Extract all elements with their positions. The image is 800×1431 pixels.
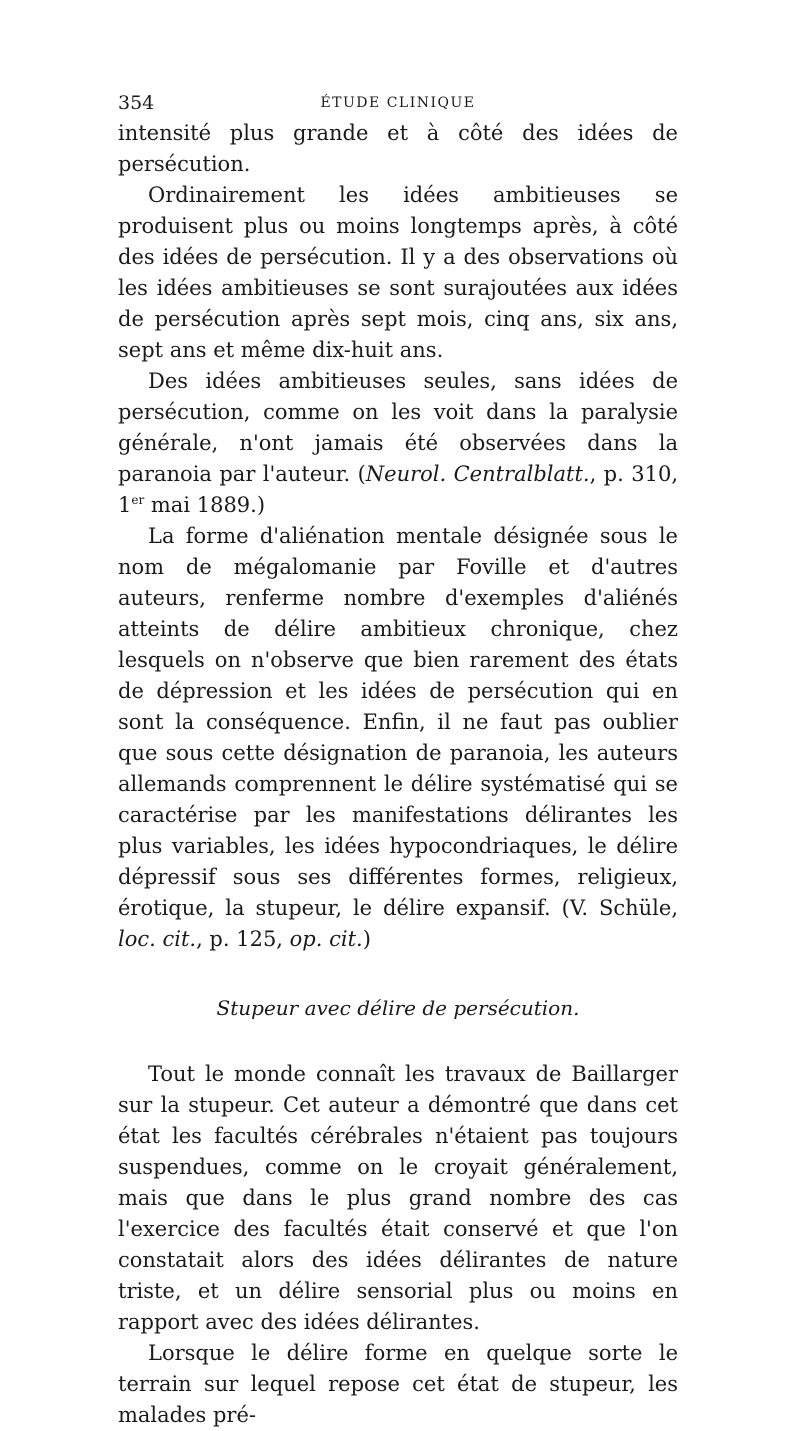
section-heading: Stupeur avec délire de persécution.	[216, 996, 580, 1020]
paragraph-stupor-delirium: Lorsque le délire forme en quelque sorte le terrain sur lequel repose cet état de stupeur, les malades pré-	[118, 1341, 678, 1427]
citation-open: (	[357, 462, 366, 486]
book-page	[118, 88, 678, 1431]
paragraph-baillarger: Tout le monde connaît les travaux de Baillarger sur la stupeur. Cet auteur a démontré que dans cet état les facultés cérébrales n'étaient pas toujours suspendues, comme on le croyait généralement, mais que dans le plus grand nombre des cas l'exercice des facultés était conservé et que l'on constatait alors des idées délirantes de nature triste, et un délire sensorial plus ou moins en rapport avec des idées délirantes.	[118, 1062, 678, 1334]
reference-mid: , p. 125,	[196, 927, 290, 951]
body-text	[118, 118, 678, 1431]
page-number: 354	[118, 92, 155, 114]
running-title: ÉTUDE CLINIQUE	[320, 95, 476, 111]
citation-journal: Neurol. Centralblatt.	[365, 462, 590, 486]
paragraph-continuation: intensité plus grande et à côté des idées de persécution.	[118, 121, 678, 176]
reference-end: )	[362, 927, 371, 951]
running-head	[118, 88, 678, 118]
reference-loc-cit: loc. cit.	[118, 927, 197, 951]
citation-sup: er	[131, 493, 145, 507]
reference-op-cit: op. cit.	[289, 927, 363, 951]
paragraph-ambitious-ideas: Ordinairement les idées ambitieuses se produisent plus ou moins longtemps après, à côté des idées de persécution. Il y a des observations où les idées ambitieuses se sont surajoutées aux idées de persécution après sept mois, cinq ans, six ans, sept ans et même dix-huit ans.	[118, 183, 678, 362]
paragraph-megalomania	[118, 521, 678, 955]
paragraph-text: La forme d'aliénation mentale désignée sous le nom de mégalomanie par Foville et d'autres auteurs, renferme nombre d'exemples d'aliénés atteints de délire ambitieux chronique, chez lesquels on n'observe que bien rarement des états de dépression et les idées de persécution qui en sont la conséquence. Enfin, il ne faut pas oublier que sous cette désignation de paranoia, les auteurs allemands comprennent le délire systématisé qui se caractérise par les manifestations délirantes les plus variables, les idées hypocondriaques, le délire dépressif sous ses différentes formes, religieux, érotique, la stupeur, le délire expansif. (V. Schüle,	[118, 524, 678, 920]
citation-rest: , p. 310, 1	[118, 462, 678, 517]
paragraph-text: Des idées ambitieuses seules, sans idées de persécution, comme on les voit dans la paralysie générale, n'ont jamais été observées dans la paranoia par l'auteur.	[118, 369, 678, 486]
citation-end: mai 1889.)	[144, 493, 266, 517]
paragraph-isolated-ideas	[118, 366, 678, 521]
